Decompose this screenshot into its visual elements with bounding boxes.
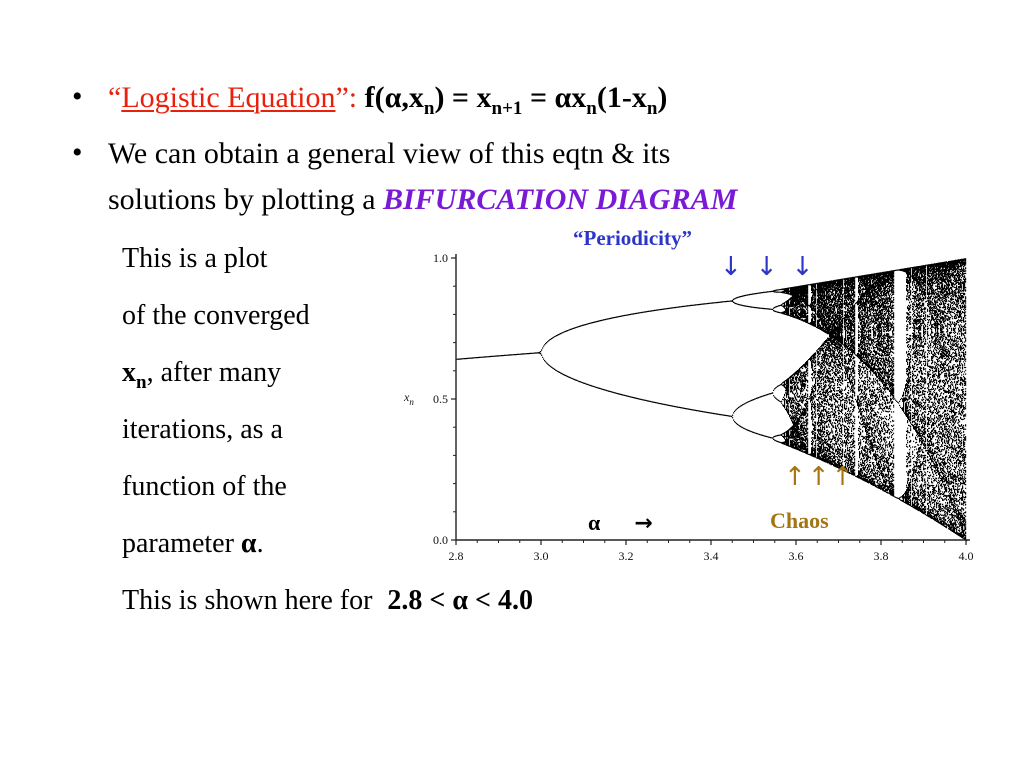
y-tick-label: 0.0 <box>433 533 448 547</box>
quote-open: “ <box>108 81 122 114</box>
periodicity-arrows: ↓↓↓ <box>720 252 828 282</box>
bullet-dot: • <box>72 136 83 169</box>
bullet-general-view-line1: We can obtain a general view of this eqtn & its <box>108 137 671 170</box>
desc-line-7: This is shown here for 2.8 < α < 4.0 <box>122 585 533 616</box>
equation: $f(\alpha,x_n) = x_{n+1} = \alpha x_n(1-x_n)$ <box>364 81 668 119</box>
periodicity-label: “Periodicity” <box>573 226 692 250</box>
bullet-dot: • <box>72 80 83 113</box>
desc-line-1: This is a plot <box>122 243 268 274</box>
bifurcation-point-cloud <box>456 258 967 541</box>
y-axis-label: $x_n$ <box>404 390 414 407</box>
x-tick-label: 3.8 <box>873 549 889 563</box>
y-tick-label: 0.5 <box>433 392 448 406</box>
bifurcation-points <box>456 258 967 541</box>
alpha-range: 2.8 < α < 4.0 <box>387 585 533 616</box>
bifurcation-diagram <box>398 238 986 570</box>
desc-line-4: iterations, as a <box>122 414 283 445</box>
x-tick-label: 3.0 <box>533 549 549 563</box>
x-ticks <box>449 540 974 563</box>
x-tick-label: 3.2 <box>618 549 634 563</box>
quote-close: ”: <box>335 81 358 114</box>
desc-line-6: parameter α. <box>122 528 264 559</box>
bullet-general-view-line2: solutions by plotting a BIFURCATION DIAGRAM <box>108 183 738 216</box>
chaos-label: Chaos <box>770 508 829 533</box>
alpha-axis-label: α → <box>588 510 653 536</box>
desc-line-3: $x_n$, after many <box>122 357 282 393</box>
right-arrow-icon: → <box>634 511 653 536</box>
x-tick-label: 4.0 <box>958 549 974 563</box>
bifurcation-diagram-label: BIFURCATION DIAGRAM <box>383 183 738 216</box>
logistic-equation-title: Logistic Equation <box>121 81 336 114</box>
chaos-arrows: ↑↑↑ <box>784 462 856 492</box>
bullet-logistic-equation <box>108 80 668 119</box>
desc-line-5: function of the <box>122 471 287 502</box>
x-tick-label: 3.6 <box>788 549 804 563</box>
y-tick-label: 1.0 <box>433 251 448 265</box>
x-tick-label: 3.4 <box>703 549 719 563</box>
desc-line-2: of the converged <box>122 300 310 331</box>
y-ticks <box>433 251 456 547</box>
x-tick-label: 2.8 <box>448 549 464 563</box>
